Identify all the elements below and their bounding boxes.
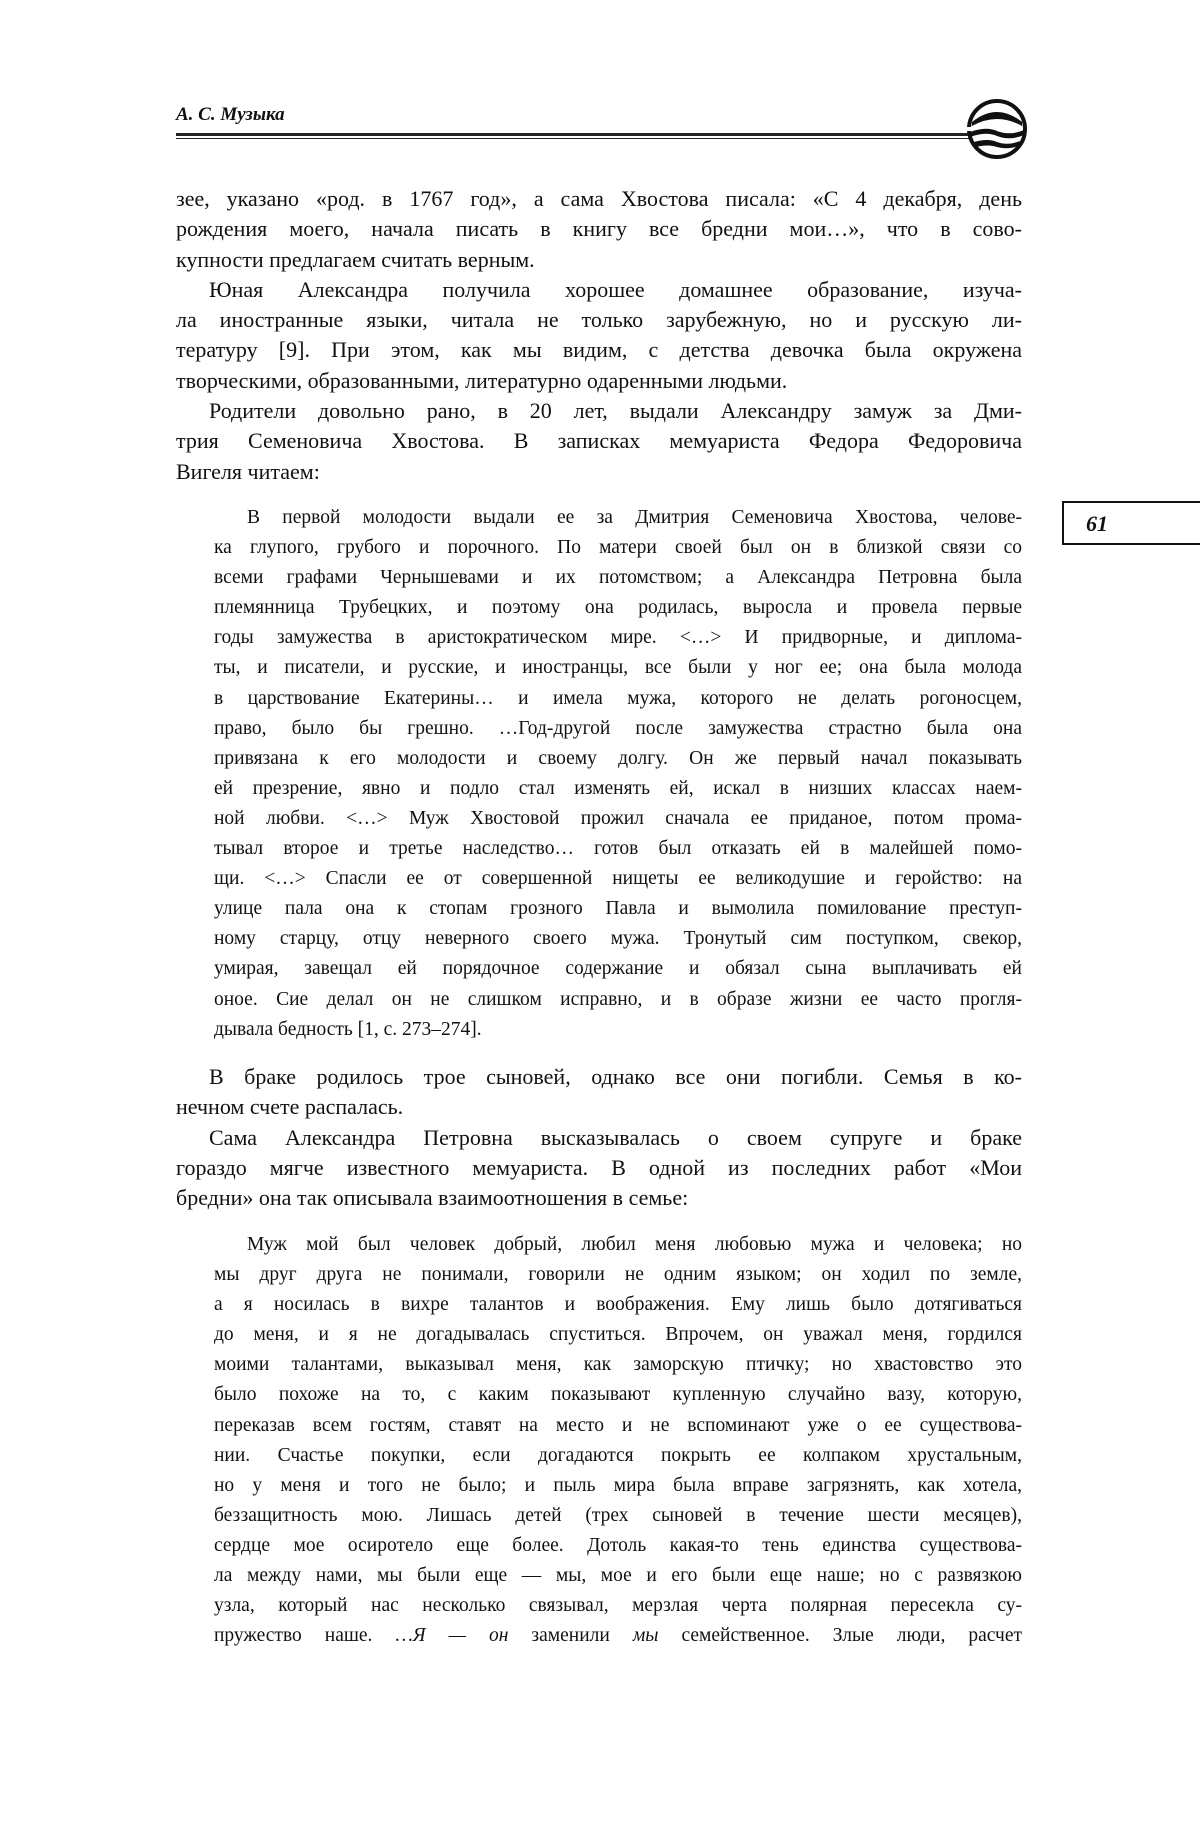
italic-text: …Я — он [395, 1625, 509, 1647]
text-line: нии. Счастье покупки, если догадаются покрыть ее колпаком хрустальным, [214, 1444, 1022, 1466]
text-span: семейственное. Злые люди, расчет [658, 1625, 1022, 1647]
publisher-logo-icon [966, 98, 1028, 160]
text-line: годы замужества в аристократическом мире. <…> И придворные, и диплома- [214, 627, 1022, 649]
text-line: переказав всем гостям, ставят на место и не вспоминают уже о ее существова- [214, 1414, 1022, 1436]
running-head-author: А. С. Музыка [176, 104, 285, 125]
text-line: тывал второе и третье наследство… готов был отказать ей в малейшей помо- [214, 838, 1022, 860]
header-rule [176, 133, 972, 136]
text-line: право, было бы грешно. …Год-другой после замужества страстно была она [214, 717, 1022, 739]
text-line: тературу [9]. При этом, как мы видим, с детства девочка была окружена [176, 337, 1022, 363]
text-line: зее, указано «род. в 1767 год», а сама Хвостова писала: «С 4 декабря, день [176, 186, 1022, 211]
text-line: щи. <…> Спасли ее от совершенной нищеты ее великодушие и геройство: на [214, 868, 1022, 890]
paragraph [176, 275, 1022, 396]
paragraph [176, 1062, 1022, 1123]
text-line: беззащитность мою. Лишась детей (трех сыновей в течение шести месяцев), [214, 1504, 1022, 1526]
text-span: заменили [508, 1625, 633, 1647]
text-line: Юная Александра получила хорошее домашнее образование, изуча- [209, 276, 1022, 302]
text-line: узла, который нас несколько связывал, мерзлая черта полярная пересекла су- [214, 1595, 1022, 1617]
text-line: мы друг друга не понимали, говорили не одним языком; он ходил по земле, [214, 1264, 1022, 1286]
text-line: Сама Александра Петровна высказывалась о своем супруге и браке [209, 1124, 1022, 1150]
text-line: рождения моего, начала писать в книгу все бредни мои…», что в сово- [176, 216, 1022, 242]
text-line: В браке родилось трое сыновей, однако все они погибли. Семья в ко- [209, 1064, 1022, 1089]
text-line: умирая, завещал ей порядочное содержание и обязал сына выплачивать ей [214, 958, 1022, 980]
text-line: ному старцу, отцу неверного своего мужа. Тронутый сим поступком, свекор, [214, 928, 1022, 950]
paragraph [176, 396, 1022, 487]
text-line: ла между нами, мы были еще — мы, мое и его были еще наше; но с развязкою [214, 1565, 1022, 1587]
text-line: ты, и писатели, и русские, и иностранцы, все были у ног ее; она была молода [214, 657, 1022, 679]
text-line: но у меня и того не было; и пыль мира была вправе загрязнять, как хотела, [214, 1474, 1022, 1496]
text-line: улице пала она к стопам грозного Павла и вымолила помилование преступ- [214, 898, 1022, 920]
text-line: дывала бедность [1, с. 273–274]. [214, 1018, 482, 1040]
text-line: ка глупого, грубого и порочного. По матери своей был он в близкой связи со [214, 537, 1022, 559]
body-text-1 [176, 184, 1022, 487]
text-line: В первой молодости выдали ее за Дмитрия Семеновича Хвостова, челове- [247, 507, 1022, 528]
text-line: до меня, и я не догадывалась спуститься. Впрочем, он уважал меня, гордился [214, 1324, 1022, 1346]
text-line: племянница Трубецких, и поэтому она родилась, выросла и провела первые [214, 597, 1022, 619]
text-line: было похоже на то, с каким показывают купленную случайно вазу, которую, [214, 1384, 1022, 1406]
text-span: пружество наше. [214, 1625, 396, 1647]
text-line: Вигеля читаем: [176, 458, 320, 484]
paragraph [214, 1230, 1022, 1651]
paragraph [176, 1123, 1022, 1214]
text-line: в царствование Екатерины… и имела мужа, которого не делать рогоносцем, [214, 687, 1022, 709]
text-line: творческими, образованными, литературно одаренными людьми. [176, 367, 788, 393]
text-line: бредни» она так описывала взаимоотношения в семье: [176, 1185, 689, 1211]
text-line: трия Семеновича Хвостова. В записках мемуариста Федора Федоровича [176, 428, 1022, 454]
paragraph [176, 184, 1022, 275]
page-number-box [1062, 501, 1200, 545]
text-line: ей презрение, явно и подло стал изменять ей, искал в низших классах наем- [214, 777, 1022, 799]
text-line: привязана к его молодости и своему долгу. Он же первый начал показывать [214, 747, 1022, 769]
paragraph [214, 503, 1022, 1045]
text-line: а я носилась в вихре талантов и воображения. Ему лишь было дотягиваться [214, 1294, 1022, 1316]
text-line: оное. Сие делал он не слишком исправно, и в образе жизни ее часто прогля- [214, 988, 1022, 1010]
text-line: Родители довольно рано, в 20 лет, выдали Александру замуж за Дми- [209, 398, 1022, 424]
block-quote-moi-bredni [214, 1230, 1022, 1651]
italic-text: мы [632, 1625, 659, 1647]
text-line: моими талантами, выказывал меня, как заморскую птичку; но хвастовство это [214, 1354, 1022, 1376]
block-quote-vigel [214, 503, 1022, 1045]
text-line: нечном счете распалась. [176, 1094, 404, 1120]
text-line: гораздо мягче известного мемуариста. В одной из последних работ «Мои [176, 1154, 1022, 1180]
text-line: ной любви. <…> Муж Хвостовой прожил сначала ее приданое, потом прома- [214, 807, 1022, 829]
page-number: 61 [1086, 511, 1108, 536]
text-line: всеми графами Чернышевами и их потомством; а Александра Петровна была [214, 567, 1022, 589]
text-line: сердце мое осиротело еще более. Дотоль какая-то тень единства существова- [214, 1534, 1022, 1556]
text-line [214, 1621, 1022, 1651]
header-rule-thin [176, 138, 972, 139]
text-line: купности предлагаем считать верным. [176, 246, 535, 272]
text-line: Муж мой был человек добрый, любил меня любовью мужа и человека; но [247, 1234, 1022, 1255]
text-line: ла иностранные языки, читала не только зарубежную, но и русскую ли- [176, 307, 1022, 333]
body-text-2 [176, 1062, 1022, 1213]
